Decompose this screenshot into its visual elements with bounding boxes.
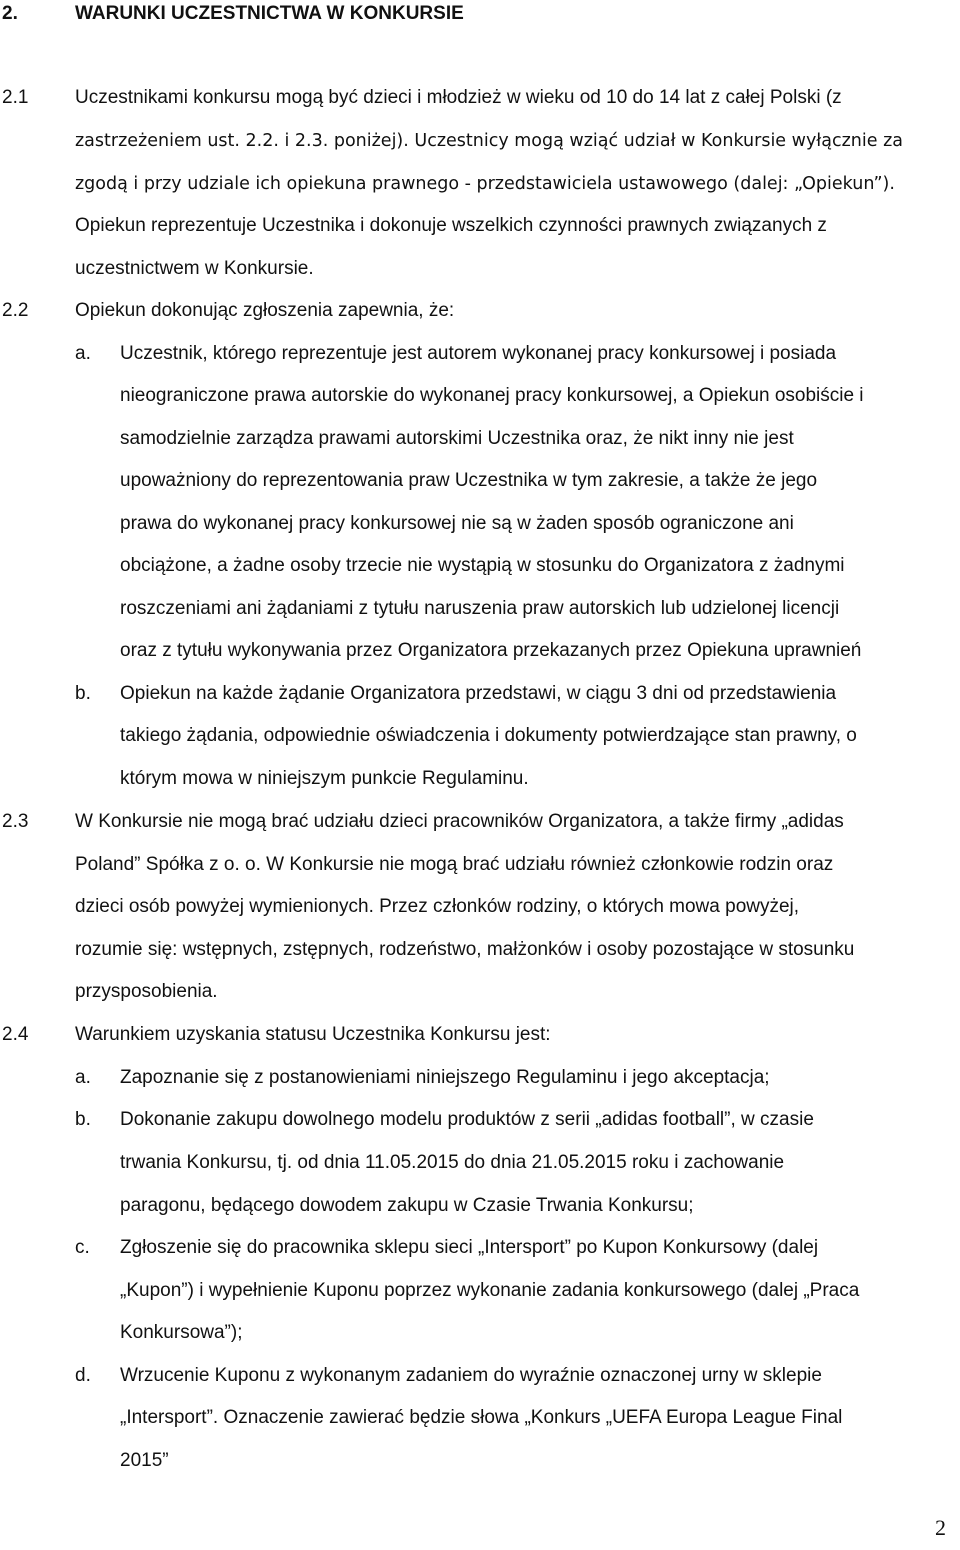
clause-intro: Warunkiem uzyskania statusu Uczestnika Konkursu jest: bbox=[75, 1024, 551, 1045]
clause-number: 2.4 bbox=[2, 1024, 29, 1045]
clause-text-line: zgodą i przy udziale ich opiekuna prawnego - przedstawiciela ustawowego (dalej: „Opiekun”). bbox=[75, 174, 895, 194]
list-item-line: Uczestnik, którego reprezentuje jest autorem wykonanej pracy konkursowej i posiada bbox=[120, 343, 837, 364]
clause-text-line: zastrzeżeniem ust. 2.2. i 2.3. poniżej). Uczestnicy mogą wziąć udział w Konkursie wyłącznie za bbox=[75, 131, 904, 151]
clause-number: 2.3 bbox=[2, 811, 29, 832]
list-item-line: takiego żądania, odpowiednie oświadczenia i dokumenty potwierdzające stan prawny, o bbox=[120, 725, 857, 746]
clause-text-line: Opiekun reprezentuje Uczestnika i dokonuje wszelkich czynności prawnych związanych z bbox=[75, 215, 827, 236]
list-item-line: roszczeniami ani żądaniami z tytułu naruszenia praw autorskich lub udzielonej licencji bbox=[120, 598, 840, 619]
clause-text-line: Uczestnikami konkursu mogą być dzieci i młodzież w wieku od 10 do 14 lat z całej Polski (z bbox=[75, 87, 842, 108]
list-item-line: nieograniczone prawa autorskie do wykonanej pracy konkursowej, a Opiekun osobiście i bbox=[120, 385, 864, 406]
list-marker: a. bbox=[75, 343, 91, 364]
clause-text-line: przysposobienia. bbox=[75, 981, 218, 1002]
list-item-line: paragonu, będącego dowodem zakupu w Czasie Trwania Konkursu; bbox=[120, 1195, 694, 1216]
section-number: 2. bbox=[2, 3, 18, 24]
list-item-line: którym mowa w niniejszym punkcie Regulaminu. bbox=[120, 768, 529, 789]
page-number: 2 bbox=[935, 1515, 946, 1540]
clause-number: 2.2 bbox=[2, 300, 29, 321]
list-item-line: oraz z tytułu wykonywania przez Organizatora przekazanych przez Opiekuna uprawnień bbox=[120, 640, 862, 661]
clause-text-line: uczestnictwem w Konkursie. bbox=[75, 258, 314, 279]
clause-text-line: Poland” Spółka z o. o. W Konkursie nie mogą brać udziału również członkowie rodzin oraz bbox=[75, 854, 834, 875]
list-item-line: Dokonanie zakupu dowolnego modelu produktów z serii „adidas football”, w czasie bbox=[120, 1109, 814, 1130]
list-item-line: „Intersport”. Oznaczenie zawierać będzie słowa „Konkurs „UEFA Europa League Final bbox=[120, 1407, 843, 1428]
list-item-line: Konkursowa”); bbox=[120, 1322, 243, 1343]
clause-text-line: W Konkursie nie mogą brać udziału dzieci pracowników Organizatora, a także firmy „adidas bbox=[75, 811, 844, 832]
list-marker: d. bbox=[75, 1365, 91, 1386]
list-item-line: upoważniony do reprezentowania praw Uczestnika w tym zakresie, a także że jego bbox=[120, 470, 818, 491]
list-item-line: trwania Konkursu, tj. od dnia 11.05.2015 do dnia 21.05.2015 roku i zachowanie bbox=[120, 1152, 785, 1173]
list-item-line: Zgłoszenie się do pracownika sklepu sieci „Intersport” po Kupon Konkursowy (dalej bbox=[120, 1237, 819, 1258]
clause-number: 2.1 bbox=[2, 87, 29, 108]
section-title: WARUNKI UCZESTNICTWA W KONKURSIE bbox=[75, 3, 464, 24]
list-item-line: „Kupon”) i wypełnienie Kuponu poprzez wykonanie zadania konkursowego (dalej „Praca bbox=[120, 1280, 860, 1301]
clause-intro: Opiekun dokonując zgłoszenia zapewnia, że: bbox=[75, 300, 455, 321]
list-item-line: 2015” bbox=[120, 1450, 169, 1471]
list-marker: b. bbox=[75, 683, 91, 704]
list-item-line: obciążone, a żadne osoby trzecie nie wystąpią w stosunku do Organizatora z żadnymi bbox=[120, 555, 845, 576]
list-item-line: prawa do wykonanej pracy konkursowej nie są w żaden sposób ograniczone ani bbox=[120, 513, 794, 534]
list-item-line: samodzielnie zarządza prawami autorskimi Uczestnika oraz, że nikt inny nie jest bbox=[120, 428, 794, 449]
list-marker: c. bbox=[75, 1237, 90, 1258]
list-item-line: Wrzucenie Kuponu z wykonanym zadaniem do wyraźnie oznaczonej urny w sklepie bbox=[120, 1365, 822, 1386]
clause-text-line: dzieci osób powyżej wymienionych. Przez członków rodziny, o których mowa powyżej, bbox=[75, 896, 800, 917]
list-marker: b. bbox=[75, 1109, 91, 1130]
list-item-line: Opiekun na każde żądanie Organizatora przedstawi, w ciągu 3 dni od przedstawienia bbox=[120, 683, 837, 704]
list-marker: a. bbox=[75, 1067, 91, 1088]
clause-text-line: rozumie się: wstępnych, zstępnych, rodzeństwo, małżonków i osoby pozostające w stosunku bbox=[75, 939, 855, 960]
list-item-line: Zapoznanie się z postanowieniami niniejszego Regulaminu i jego akceptacja; bbox=[120, 1067, 770, 1088]
